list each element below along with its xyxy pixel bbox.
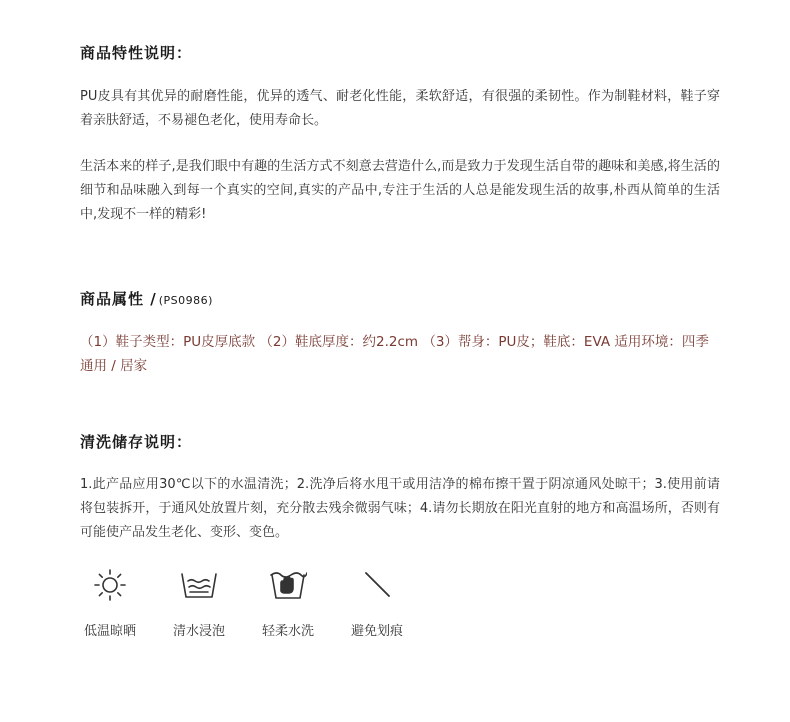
care-section [80,431,720,545]
care-label-clean-water-soak: 清水浸泡 [172,624,225,639]
basin-water-icon [169,565,229,605]
care-label-low-temp-dry: 低温晾晒 [83,624,136,639]
scratch-line-icon [347,565,407,605]
product-code: (PS0986) [158,294,213,307]
attributes-title-text: 商品属性 / [80,290,157,308]
care-title: 清洗储存说明： [80,433,193,451]
sun-icon [80,565,140,605]
attributes-section [80,288,720,378]
features-paragraph-1: PU皮具有其优异的耐磨性能，优异的透气、耐老化性能，柔软舒适，有很强的柔韧性。作为制鞋材料，鞋子穿着亲肤舒适，不易褪色老化，使用寿命长。 [80,89,720,128]
care-icon-row [80,565,436,639]
care-item-avoid-scratch [347,565,436,639]
care-item-low-temp-dry [80,565,169,639]
features-paragraph-2: 生活本来的样子,是我们眼中有趣的生活方式不刻意去营造什么,而是致力于发现生活自带的趣味和美感,将生活的细节和品味融入到每一个真实的空间,真实的产品中,专注于生活的人总是能发现生活的故事,朴西从简单的生活中,发现不一样的精彩! [80,159,720,222]
attributes-text: （1）鞋子类型：PU皮厚底款 （2）鞋底厚度：约2.2cm （3）帮身：PU皮；鞋底：EVA 适用环境：四季通用 / 居家 [80,334,709,374]
care-instructions: 1.此产品应用30℃以下的水温清洗；2.洗净后将水甩干或用洁净的棉布擦干置于阴凉通风处晾干；3.使用前请将包装拆开，于通风处放置片刻，充分散去残余微弱气味；4.请勿长期放在阳光直射的地方和高温场所，否则有可能使产品发生老化、变形、变色。 [80,477,720,540]
attributes-title [80,288,720,309]
care-item-clean-water-soak [169,565,258,639]
features-section [80,42,720,227]
care-label-avoid-scratch: 避免划痕 [350,624,403,639]
care-label-gentle-wash: 轻柔水洗 [261,624,314,639]
care-item-gentle-wash [258,565,347,639]
features-title: 商品特性说明： [80,44,193,62]
hand-wash-icon [258,565,318,605]
